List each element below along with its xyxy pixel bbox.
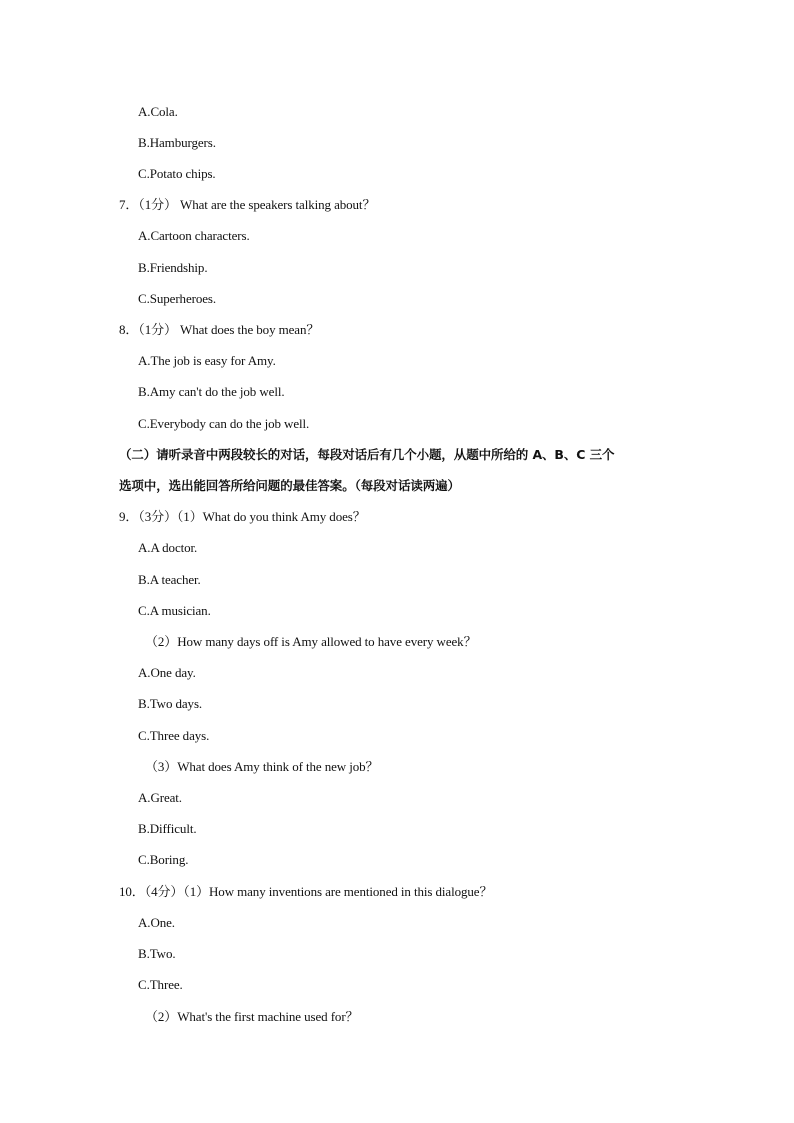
q9-3-option-a: A.Great. xyxy=(138,790,182,805)
q7-option-b: B.Friendship. xyxy=(138,260,208,275)
q7-option-c: C.Superheroes. xyxy=(138,291,217,306)
q8-stem: 8．（1分） What does the boy mean？ xyxy=(119,322,320,337)
q7-option-a: A.Cartoon characters. xyxy=(138,228,250,243)
q9-1-option-a: A.A doctor. xyxy=(138,540,198,555)
q9-sub-question-2: （2）How many days off is Amy allowed to have every week？ xyxy=(145,634,477,649)
q9-3-option-c: C.Boring. xyxy=(138,852,189,867)
q9-2-option-c: C.Three days. xyxy=(138,728,210,743)
q9-3-option-b: B.Difficult. xyxy=(138,821,197,836)
q9-stem: 9．（3分）（1）What do you think Amy does？ xyxy=(119,509,366,524)
q10-stem: 10．（4分）（1）How many inventions are mentioned in this dialogue？ xyxy=(119,884,493,899)
section-2-instruction-line-2: 选项中，选出能回答所给问题的最佳答案。（每段对话读两遍） xyxy=(119,478,460,493)
q9-1-option-b: B.A teacher. xyxy=(138,572,201,587)
q10-1-option-b: B.Two. xyxy=(138,946,176,961)
q6-option-a: A.Cola. xyxy=(138,104,178,119)
q8-option-a: A.The job is easy for Amy. xyxy=(138,353,276,368)
q8-option-b: B.Amy can't do the job well. xyxy=(138,384,285,399)
q10-1-option-c: C.Three. xyxy=(138,977,183,992)
q6-option-b: B.Hamburgers. xyxy=(138,135,216,150)
section-2-instruction-line-1: （二）请听录音中两段较长的对话，每段对话后有几个小题，从题中所给的 A、B、C 三个 xyxy=(119,447,615,462)
q6-option-c: C.Potato chips. xyxy=(138,166,216,181)
q8-option-c: C.Everybody can do the job well. xyxy=(138,416,310,431)
q9-2-option-b: B.Two days. xyxy=(138,696,203,711)
q9-2-option-a: A.One day. xyxy=(138,665,196,680)
q7-stem: 7．（1分） What are the speakers talking about？ xyxy=(119,197,376,212)
q10-sub-question-2: （2）What's the first machine used for？ xyxy=(145,1009,359,1024)
q9-sub-question-3: （3）What does Amy think of the new job？ xyxy=(145,759,379,774)
q9-1-option-c: C.A musician. xyxy=(138,603,211,618)
q10-1-option-a: A.One. xyxy=(138,915,175,930)
